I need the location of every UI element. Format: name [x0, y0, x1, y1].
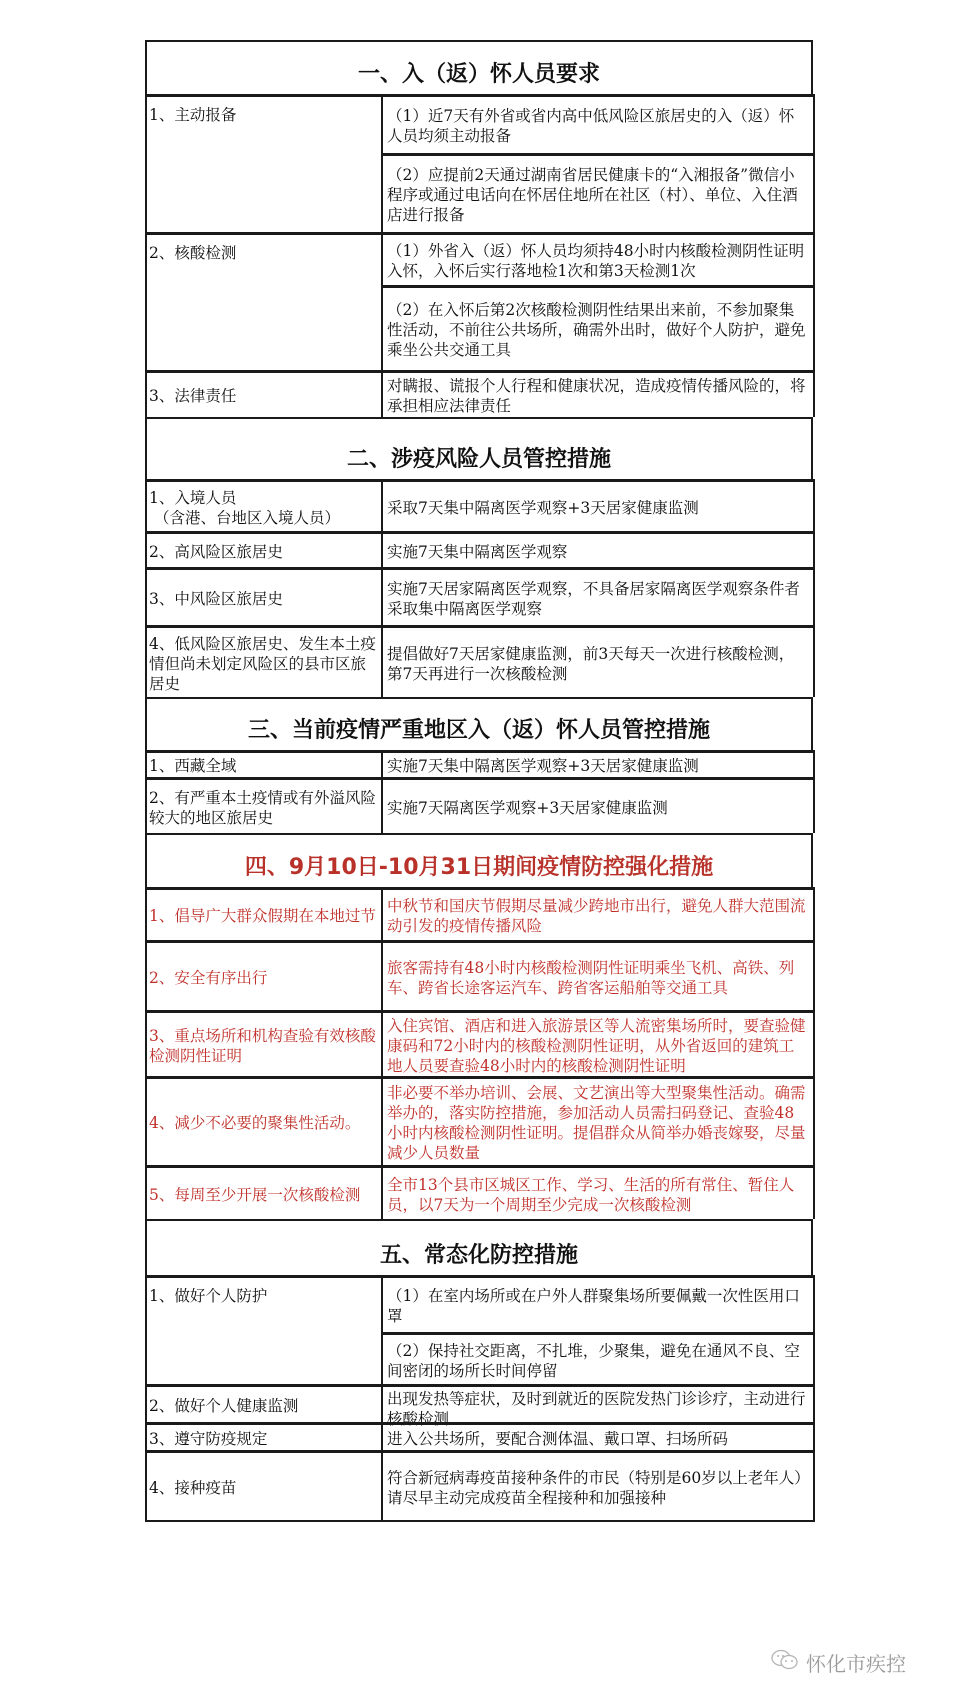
footer-watermark: [770, 1648, 906, 1677]
measure-text: 实施7天集中隔离医学观察: [387, 542, 568, 561]
row-label: 1、做好个人防护: [147, 1278, 383, 1384]
section-header: 三、当前疫情严重地区入（返）怀人员管控措施: [145, 697, 813, 750]
row-content: [383, 1168, 813, 1219]
measure-text: 符合新冠病毒疫苗接种条件的市民（特别是60岁以上老年人）请尽早主动完成疫苗全程接种和加强接种: [387, 1468, 802, 1507]
row-content: [383, 628, 813, 697]
table-row: [145, 479, 815, 531]
table-row: [145, 940, 815, 1010]
measure-text: （1）在室内场所或在户外人群聚集场所要佩戴一次性医用口罩: [387, 1287, 800, 1325]
measure-text: 实施7天集中隔离医学观察+3天居家健康监测: [387, 757, 699, 775]
table-row: [145, 750, 815, 777]
row-content: [383, 1079, 813, 1165]
row-label: 1、主动报备: [147, 97, 383, 232]
row-label: 2、核酸检测: [147, 235, 383, 370]
table-row: [145, 1275, 815, 1384]
table-row: [145, 370, 815, 417]
row-content: [383, 1453, 813, 1520]
row-content: [383, 1425, 813, 1450]
section-header: 二、涉疫风险人员管控措施: [145, 417, 813, 479]
row-label: 1、西藏全域: [147, 753, 383, 777]
table-row: [145, 625, 815, 697]
row-content: [383, 235, 813, 370]
table-row: [145, 531, 815, 567]
row-label: 4、接种疫苗: [147, 1453, 383, 1520]
table-row: [145, 232, 815, 370]
measure-text: 旅客需持有48小时内核酸检测阴性证明乘坐飞机、高铁、列车、跨省长途客运汽车、跨省客运船舶等交通工具: [387, 958, 795, 997]
measure-text: 全市13个县市区城区工作、学习、生活的所有常住、暂住人员，以7天为一个周期至少完成一次核酸检测: [387, 1175, 795, 1214]
row-label: 5、每周至少开展一次核酸检测: [147, 1168, 383, 1219]
table-row: [145, 1450, 815, 1520]
section-header: 四、9月10日-10月31日期间疫情防控强化措施: [145, 833, 813, 887]
measure-text: 中秋节和国庆节假期尽量减少跨地市出行，避免人群大范围流动引发的疫情传播风险: [387, 897, 806, 935]
wechat-icon: [770, 1648, 800, 1677]
account-name: 怀化市疾控: [806, 1652, 906, 1676]
measure-text: （2）在入怀后第2次核酸检测阴性结果出来前，不参加聚集性活动，不前往公共场所，确需外出时，做好个人防护，避免乘坐公共交通工具: [383, 285, 813, 370]
row-content: [383, 1278, 813, 1384]
table-row: [145, 777, 815, 833]
measure-text: （1）外省入（返）怀人员均须持48小时内核酸检测阴性证明入怀，入怀后实行落地检1次和第3天检测1次: [387, 242, 805, 280]
row-label: 1、倡导广大群众假期在本地过节: [147, 890, 383, 940]
row-label: 3、遵守防疫规定: [147, 1425, 383, 1450]
row-content: [383, 780, 813, 833]
measure-text: 对瞒报、谎报个人行程和健康状况，造成疫情传播风险的，将承担相应法律责任: [387, 377, 806, 415]
measure-text: 实施7天隔离医学观察+3天居家健康监测: [387, 798, 668, 817]
row-label: 4、减少不必要的聚集性活动。: [147, 1079, 383, 1165]
measure-text: 入住宾馆、酒店和进入旅游景区等人流密集场所时，要查验健康码和72小时内的核酸检测阴性证明，从外省返回的建筑工地人员要查验48小时内的核酸检测阴性证明: [387, 1016, 806, 1075]
row-label: 2、安全有序出行: [147, 943, 383, 1010]
row-label: 3、重点场所和机构查验有效核酸检测阴性证明: [147, 1013, 383, 1076]
row-content: [383, 373, 813, 417]
measure-text: 进入公共场所，要配合测体温、戴口罩、扫场所码: [387, 1429, 729, 1448]
table-bottom-border: [145, 1520, 815, 1522]
measure-text: （2）保持社交距离，不扎堆，少聚集，避免在通风不良、空间密闭的场所长时间停留: [383, 1332, 813, 1384]
row-content: [383, 1013, 813, 1076]
table-row: [145, 887, 815, 940]
table-row: [145, 1010, 815, 1076]
table-row: [145, 567, 815, 625]
measure-text: （2）应提前2天通过湖南省居民健康卡的“入湘报备”微信小程序或通过电话向在怀居住地所在社区（村）、单位、入住酒店进行报备: [383, 153, 813, 232]
row-label: 2、高风险区旅居史: [147, 534, 383, 567]
row-content: [383, 890, 813, 940]
row-content: [383, 97, 813, 232]
measure-text: 采取7天集中隔离医学观察+3天居家健康监测: [387, 498, 699, 517]
row-label: 3、法律责任: [147, 373, 383, 417]
table-row: [145, 1165, 815, 1219]
table-row: [145, 1076, 815, 1165]
row-content: [383, 753, 813, 777]
section-header: 一、入（返）怀人员要求: [145, 40, 813, 94]
measure-text: 提倡做好7天居家健康监测，前3天每天一次进行核酸检测，第7天再进行一次核酸检测: [387, 644, 795, 683]
row-content: [383, 943, 813, 1010]
row-label: 2、有严重本土疫情或有外溢风险较大的地区旅居史: [147, 780, 383, 833]
measure-text: 实施7天居家隔离医学观察，不具备居家隔离医学观察条件者采取集中隔离医学观察: [387, 579, 800, 618]
row-label: 2、做好个人健康监测: [147, 1387, 383, 1422]
row-content: [383, 570, 813, 625]
row-label: 1、入境人员 （含港、台地区入境人员）: [147, 482, 383, 531]
row-label: 4、低风险区旅居史、发生本土疫情但尚未划定风险区的县市区旅居史: [147, 628, 383, 697]
row-label: 3、中风险区旅居史: [147, 570, 383, 625]
section-header: 五、常态化防控措施: [145, 1219, 813, 1275]
table-row: [145, 1384, 815, 1428]
row-content: [383, 534, 813, 567]
measure-text: 出现发热等症状，及时到就近的医院发热门诊诊疗，主动进行核酸检测: [387, 1390, 806, 1428]
table-row: [145, 1422, 815, 1450]
measure-text: （1）近7天有外省或省内高中低风险区旅居史的入（返）怀人员均须主动报备: [387, 107, 795, 145]
row-content: [383, 1387, 813, 1428]
measure-text: 非必要不举办培训、会展、文艺演出等大型聚集性活动。确需举办的，落实防控措施，参加活动人员需扫码登记、查验48小时内核酸检测阴性证明。提倡群众从简举办婚丧嫁娶，尽量减少人员数量: [387, 1084, 806, 1162]
table-row: [145, 94, 815, 232]
row-content: [383, 482, 813, 531]
